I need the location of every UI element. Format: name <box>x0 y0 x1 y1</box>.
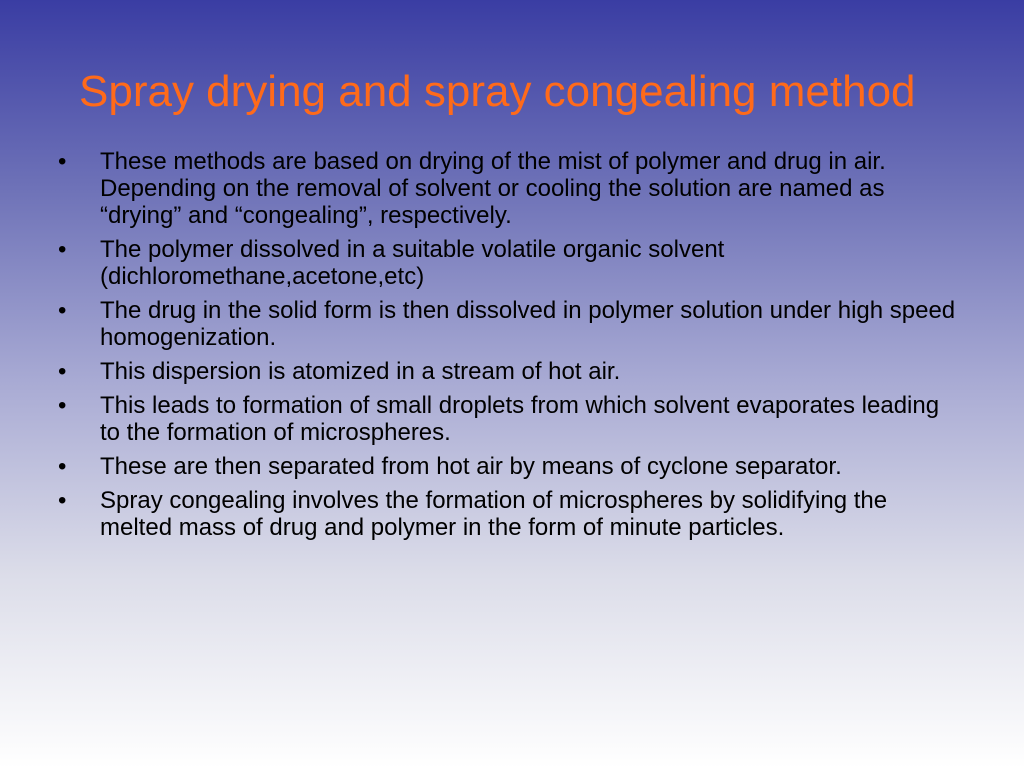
bullet-dot-icon: • <box>58 453 67 480</box>
bullet-text: This leads to formation of small droplets from which solvent evaporates leading to the formation of microspheres. <box>100 392 940 446</box>
bullet-dot-icon: • <box>58 297 67 324</box>
bullet-text: This dispersion is atomized in a stream of hot air. <box>100 358 621 385</box>
bullet-dot-icon: • <box>58 358 67 385</box>
bullet-item <box>58 487 958 541</box>
bullet-item <box>58 453 958 480</box>
slide-title: Spray drying and spray congealing method <box>79 67 916 116</box>
bullet-item <box>58 392 958 446</box>
bullet-item <box>58 148 958 229</box>
bullet-text: The drug in the solid form is then dissolved in polymer solution under high speed homogenization. <box>100 297 956 351</box>
bullet-text: These are then separated from hot air by means of cyclone separator. <box>100 453 842 480</box>
bullet-dot-icon: • <box>58 236 67 263</box>
bullet-dot-icon: • <box>58 487 67 514</box>
bullet-text: The polymer dissolved in a suitable volatile organic solvent (dichloromethane,acetone,etc) <box>100 236 725 290</box>
bullet-item <box>58 358 958 385</box>
bullet-list <box>58 148 958 548</box>
bullet-dot-icon: • <box>58 392 67 419</box>
bullet-item <box>58 297 958 351</box>
bullet-text: Spray congealing involves the formation of microspheres by solidifying the melted mass of drug and polymer in the form of minute particles. <box>100 487 888 541</box>
bullet-item <box>58 236 958 290</box>
bullet-dot-icon: • <box>58 148 67 175</box>
bullet-text: These methods are based on drying of the mist of polymer and drug in air. Depending on the removal of solvent or cooling the solution are named as “drying” and “congealing”, respectively. <box>100 148 886 229</box>
